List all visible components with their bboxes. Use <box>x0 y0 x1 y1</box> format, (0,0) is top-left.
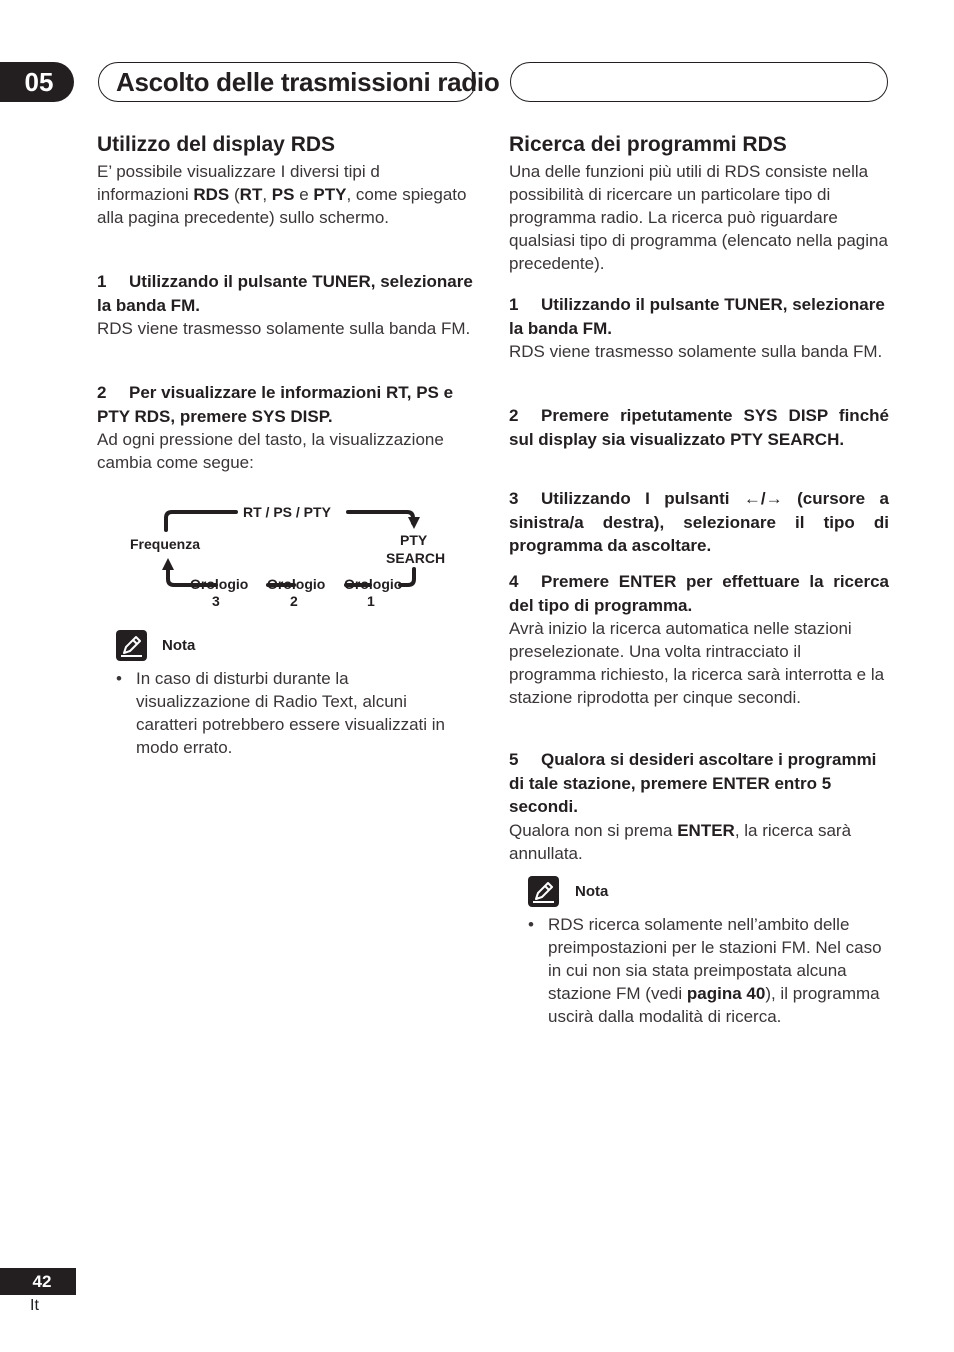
right-note-list <box>528 913 888 1028</box>
label-orologio-3: Orologio <box>190 576 249 592</box>
left-note-list <box>116 667 461 759</box>
note-pencil-icon <box>116 630 147 661</box>
left-right-cursor-arrows-icon: ←/→ <box>743 489 783 508</box>
right-step-3 <box>509 487 889 558</box>
left-step-2 <box>97 381 475 474</box>
note-pencil-icon <box>528 876 559 907</box>
label-search: SEARCH <box>386 550 446 566</box>
step-number: 2 <box>97 383 107 402</box>
label-num-1: 1 <box>367 593 375 609</box>
note-label: Nota <box>575 883 609 900</box>
step-body: Ad ogni pressione del tasto, la visualizzazione cambia come segue: <box>97 430 444 472</box>
chapter-number-badge: 05 <box>0 62 74 102</box>
left-heading: Utilizzo del display RDS <box>97 133 336 156</box>
step-number: 1 <box>97 272 107 291</box>
note-bullet: • RDS ricerca solamente nell’ambito delle preimpostazioni per le stazioni FM. Nel caso in cui non sia stata preimpostata alcuna stazione FM (vedi pagina 40), il programma uscirà dalla modalità di ricerca. <box>528 913 888 1028</box>
label-pty: PTY <box>400 532 428 548</box>
chapter-empty-frame <box>510 62 888 102</box>
left-step-1 <box>97 270 475 340</box>
left-intro: E’ possibile visualizzare I diversi tipi d informazioni RDS (RT, PS e PTY, come spiegato alla pagina precedente) sullo schermo. <box>97 162 467 227</box>
right-step-4 <box>509 570 889 709</box>
right-heading: Ricerca dei programmi RDS <box>509 133 787 156</box>
step-body: Avrà inizio la ricerca automatica nelle stazioni preselezionate. Una volta rintracciato il programma richiesto, la ricerca sarà interrotta e la stazione riprodotta per cinque secondi. <box>509 619 885 707</box>
step-number: 1 <box>509 295 519 314</box>
step-body: RDS viene trasmesso solamente sulla banda FM. <box>97 319 471 338</box>
right-step-2 <box>509 404 889 451</box>
right-step-1 <box>509 293 889 363</box>
step-body: Qualora non si prema ENTER, la ricerca sarà annullata. <box>509 820 852 863</box>
page-number: 42 <box>0 1268 76 1295</box>
step-title: Per visualizzare le informazioni RT, PS e PTY RDS, premere SYS DISP. <box>97 383 454 426</box>
right-step-5 <box>509 748 889 865</box>
label-num-2: 2 <box>290 593 298 609</box>
step-number: 2 <box>509 406 519 425</box>
label-num-3: 3 <box>212 593 220 609</box>
step-title: Qualora si desideri ascoltare i programmi di tale stazione, premere ENTER entro 5 secondi. <box>509 750 877 816</box>
label-orologio-1: Orologio <box>344 576 403 592</box>
step-body: RDS viene trasmesso solamente sulla banda FM. <box>509 342 883 361</box>
note-label: Nota <box>162 637 196 654</box>
display-cycle-diagram <box>120 495 450 615</box>
label-rt-ps-pty: RT / PS / PTY <box>243 504 331 520</box>
step-number: 4 <box>509 572 519 591</box>
note-bullet: • In caso di disturbi durante la visualizzazione di Radio Text, alcuni caratteri potrebbero essere visualizzati in modo errato. <box>116 667 461 759</box>
right-intro: Una delle funzioni più utili di RDS consiste nella possibilità di ricercare un particolare tipo di programma radio. La ricerca può riguardare qualsiasi tipo di programma (elencato nella pagina precedente). <box>509 162 888 273</box>
step-title: Utilizzando il pulsante TUNER, selezionare la banda FM. <box>97 272 473 315</box>
step-title-a: Utilizzando I pulsanti <box>541 489 744 508</box>
step-title: Premere ripetutamente SYS DISP finché sul display sia visualizzato PTY SEARCH. <box>509 406 889 449</box>
step-number: 5 <box>509 750 519 769</box>
step-title-b: (cursore a sinistra/a destra), selezionare il tipo di programma da ascoltare. <box>509 489 889 555</box>
step-title: Utilizzando il pulsante TUNER, selezionare la banda FM. <box>509 295 885 338</box>
step-number: 3 <box>509 489 519 508</box>
chapter-title: Ascolto delle trasmissioni radio <box>116 67 500 97</box>
label-frequenza: Frequenza <box>130 536 201 552</box>
step-title: Premere ENTER per effettuare la ricerca del tipo di programma. <box>509 572 889 615</box>
label-orologio-2: Orologio <box>267 576 326 592</box>
language-code: It <box>30 1297 39 1314</box>
